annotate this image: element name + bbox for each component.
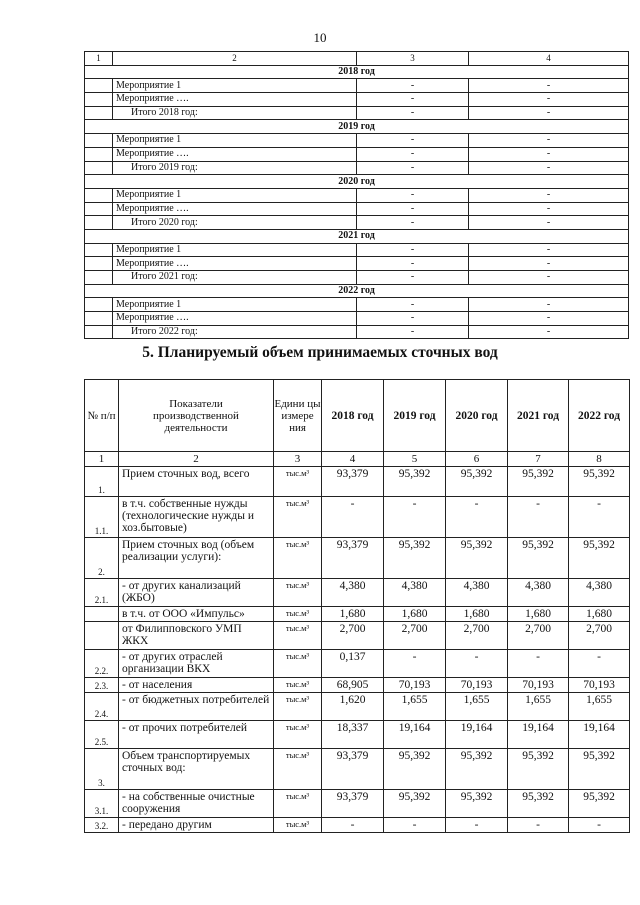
value-cell: 1,655 xyxy=(384,693,446,721)
unit-cell: тыс.м³ xyxy=(274,818,322,833)
table-row xyxy=(85,161,629,175)
value-cell: 95,392 xyxy=(508,538,569,579)
value-cell: 95,392 xyxy=(446,538,508,579)
column-number: 1 xyxy=(85,452,119,467)
value-cell: - xyxy=(322,818,384,833)
activity-name: Мероприятие 1 xyxy=(113,298,357,312)
header-year: 2021 год xyxy=(508,380,569,452)
value-cell: 95,392 xyxy=(446,749,508,790)
value-cell: - xyxy=(469,216,629,230)
value-cell: - xyxy=(469,243,629,257)
value-cell: - xyxy=(384,497,446,538)
table-row xyxy=(85,106,629,120)
value-cell: - xyxy=(357,134,469,148)
column-number: 3 xyxy=(274,452,322,467)
value-cell: - xyxy=(384,650,446,678)
value-cell: 1,680 xyxy=(569,607,630,622)
value-cell: - xyxy=(508,497,569,538)
value-cell: 1,680 xyxy=(384,607,446,622)
table-row xyxy=(85,298,629,312)
value-cell: 0,137 xyxy=(322,650,384,678)
header-indicator: Показатели производственной деятельности xyxy=(119,380,274,452)
row-number-cell xyxy=(85,298,113,312)
unit-cell: тыс.м³ xyxy=(274,678,322,693)
value-cell: 2,700 xyxy=(322,622,384,650)
table-row xyxy=(85,243,629,257)
table-row xyxy=(85,818,630,833)
row-number: 1. xyxy=(85,467,119,497)
value-cell: 4,380 xyxy=(322,579,384,607)
table-row xyxy=(85,538,630,579)
value-cell: - xyxy=(357,257,469,271)
section-title: 5. Планируемый объем принимаемых сточных вод xyxy=(142,344,498,361)
table-row xyxy=(85,147,629,161)
row-number-cell xyxy=(85,243,113,257)
indicator-name: Прием сточных вод (объем реализации услуги): xyxy=(119,538,274,579)
value-cell: - xyxy=(357,106,469,120)
value-cell: 95,392 xyxy=(508,790,569,818)
row-number-cell xyxy=(85,161,113,175)
value-cell: 68,905 xyxy=(322,678,384,693)
row-number-cell xyxy=(85,271,113,285)
value-cell: - xyxy=(357,188,469,202)
column-number: 5 xyxy=(384,452,446,467)
value-cell: - xyxy=(569,650,630,678)
value-cell: 19,164 xyxy=(569,721,630,749)
row-number-cell xyxy=(85,93,113,107)
value-cell: - xyxy=(357,161,469,175)
value-cell: - xyxy=(569,497,630,538)
activity-name: Мероприятие …. xyxy=(113,257,357,271)
value-cell: 19,164 xyxy=(508,721,569,749)
value-cell: - xyxy=(357,93,469,107)
table-row xyxy=(85,497,630,538)
table-row xyxy=(85,134,629,148)
indicator-name: - от населения xyxy=(119,678,274,693)
year-label: 2022 год xyxy=(85,284,629,298)
activity-name: Мероприятие …. xyxy=(113,202,357,216)
indicator-name: - на собственные очистные сооружения xyxy=(119,790,274,818)
value-cell: - xyxy=(469,93,629,107)
header-year: 2018 год xyxy=(322,380,384,452)
unit-cell: тыс.м³ xyxy=(274,650,322,678)
row-number: 3.2. xyxy=(85,818,119,833)
value-cell: - xyxy=(469,147,629,161)
value-cell: 95,392 xyxy=(569,749,630,790)
value-cell: 1,680 xyxy=(508,607,569,622)
table-row xyxy=(85,271,629,285)
activity-name: Мероприятие 1 xyxy=(113,134,357,148)
value-cell: 93,379 xyxy=(322,749,384,790)
table-row xyxy=(85,721,630,749)
value-cell: 95,392 xyxy=(508,467,569,497)
value-cell: - xyxy=(469,188,629,202)
value-cell: 4,380 xyxy=(384,579,446,607)
unit-cell: тыс.м³ xyxy=(274,579,322,607)
value-cell: - xyxy=(322,497,384,538)
table-row xyxy=(85,325,629,339)
value-cell: - xyxy=(469,257,629,271)
unit-cell: тыс.м³ xyxy=(274,721,322,749)
value-cell: 95,392 xyxy=(569,538,630,579)
unit-cell: тыс.м³ xyxy=(274,749,322,790)
row-number-cell xyxy=(85,188,113,202)
unit-cell: тыс.м³ xyxy=(274,693,322,721)
row-number-cell xyxy=(85,216,113,230)
table-row xyxy=(85,607,630,622)
value-cell: 95,392 xyxy=(384,749,446,790)
year-label: 2018 год xyxy=(85,65,629,79)
activity-name: Мероприятие …. xyxy=(113,312,357,326)
indicator-name: в т.ч. собственные нужды (технологические нужды и хоз.бытовые) xyxy=(119,497,274,538)
table-row xyxy=(85,216,629,230)
value-cell: - xyxy=(469,106,629,120)
column-number: 3 xyxy=(357,52,469,66)
value-cell: - xyxy=(446,650,508,678)
table-row xyxy=(85,693,630,721)
value-cell: - xyxy=(357,312,469,326)
header-no: № п/п xyxy=(85,380,119,452)
value-cell: - xyxy=(508,650,569,678)
indicator-name: Объем транспортируемых сточных вод: xyxy=(119,749,274,790)
value-cell: - xyxy=(384,818,446,833)
column-number: 8 xyxy=(569,452,630,467)
value-cell: - xyxy=(357,216,469,230)
table-row xyxy=(85,678,630,693)
table-row xyxy=(85,650,630,678)
value-cell: 2,700 xyxy=(508,622,569,650)
row-number xyxy=(85,607,119,622)
value-cell: 1,655 xyxy=(446,693,508,721)
year-label: 2019 год xyxy=(85,120,629,134)
value-cell: - xyxy=(446,497,508,538)
value-cell: 70,193 xyxy=(508,678,569,693)
column-number-row xyxy=(85,452,630,467)
column-number: 4 xyxy=(322,452,384,467)
indicator-name: от Филипповского УМП ЖКХ xyxy=(119,622,274,650)
column-number: 7 xyxy=(508,452,569,467)
table-row xyxy=(85,467,630,497)
value-cell: 95,392 xyxy=(569,790,630,818)
value-cell: 95,392 xyxy=(446,467,508,497)
value-cell: - xyxy=(469,312,629,326)
value-cell: 95,392 xyxy=(446,790,508,818)
header-year: 2020 год xyxy=(446,380,508,452)
value-cell: 19,164 xyxy=(384,721,446,749)
value-cell: - xyxy=(357,298,469,312)
indicator-name: в т.ч. от ООО «Импульс» xyxy=(119,607,274,622)
value-cell: - xyxy=(569,818,630,833)
activity-name: Итого 2022 год: xyxy=(113,325,357,339)
value-cell: 93,379 xyxy=(322,538,384,579)
value-cell: - xyxy=(469,79,629,93)
value-cell: 93,379 xyxy=(322,467,384,497)
column-number: 2 xyxy=(119,452,274,467)
table-row xyxy=(85,749,630,790)
year-section-row xyxy=(85,284,629,298)
table-row xyxy=(85,202,629,216)
activity-name: Мероприятие 1 xyxy=(113,243,357,257)
value-cell: 4,380 xyxy=(508,579,569,607)
table-header-row xyxy=(85,380,630,452)
value-cell: 4,380 xyxy=(569,579,630,607)
year-section-row xyxy=(85,229,629,243)
row-number: 2.3. xyxy=(85,678,119,693)
activity-name: Итого 2020 год: xyxy=(113,216,357,230)
activities-table xyxy=(84,51,629,339)
table-row xyxy=(85,188,629,202)
row-number-cell xyxy=(85,106,113,120)
value-cell: 70,193 xyxy=(446,678,508,693)
row-number: 2.1. xyxy=(85,579,119,607)
row-number xyxy=(85,622,119,650)
row-number: 3.1. xyxy=(85,790,119,818)
header-year: 2019 год xyxy=(384,380,446,452)
value-cell: - xyxy=(446,818,508,833)
value-cell: 95,392 xyxy=(384,538,446,579)
table-row xyxy=(85,257,629,271)
column-number: 4 xyxy=(469,52,629,66)
indicator-name: - передано другим xyxy=(119,818,274,833)
value-cell: 70,193 xyxy=(569,678,630,693)
row-number: 3. xyxy=(85,749,119,790)
value-cell: 2,700 xyxy=(446,622,508,650)
value-cell: - xyxy=(508,818,569,833)
value-cell: 18,337 xyxy=(322,721,384,749)
value-cell: 1,680 xyxy=(322,607,384,622)
row-number-cell xyxy=(85,325,113,339)
value-cell: 1,620 xyxy=(322,693,384,721)
activity-name: Мероприятие 1 xyxy=(113,188,357,202)
unit-cell: тыс.м³ xyxy=(274,538,322,579)
unit-cell: тыс.м³ xyxy=(274,790,322,818)
value-cell: 95,392 xyxy=(569,467,630,497)
table-row xyxy=(85,622,630,650)
indicator-name: - от бюджетных потребителей xyxy=(119,693,274,721)
indicator-name: - от прочих потребителей xyxy=(119,721,274,749)
value-cell: 19,164 xyxy=(446,721,508,749)
table-row xyxy=(85,312,629,326)
value-cell: - xyxy=(357,243,469,257)
table-row xyxy=(85,790,630,818)
unit-cell: тыс.м³ xyxy=(274,607,322,622)
row-number-cell xyxy=(85,312,113,326)
row-number: 1.1. xyxy=(85,497,119,538)
activity-name: Мероприятие 1 xyxy=(113,79,357,93)
row-number: 2.5. xyxy=(85,721,119,749)
year-label: 2021 год xyxy=(85,229,629,243)
activity-name: Итого 2018 год: xyxy=(113,106,357,120)
value-cell: - xyxy=(469,161,629,175)
row-number: 2. xyxy=(85,538,119,579)
value-cell: 95,392 xyxy=(508,749,569,790)
year-section-row xyxy=(85,175,629,189)
activity-name: Мероприятие …. xyxy=(113,93,357,107)
header-unit: Едини цы измере ния xyxy=(274,380,322,452)
row-number-cell xyxy=(85,79,113,93)
indicator-name: Прием сточных вод, всего xyxy=(119,467,274,497)
header-year: 2022 год xyxy=(569,380,630,452)
column-number: 6 xyxy=(446,452,508,467)
activity-name: Итого 2021 год: xyxy=(113,271,357,285)
table-row xyxy=(85,579,630,607)
value-cell: 95,392 xyxy=(384,467,446,497)
page-number: 10 xyxy=(313,30,327,45)
value-cell: - xyxy=(469,298,629,312)
value-cell: - xyxy=(469,271,629,285)
unit-cell: тыс.м³ xyxy=(274,497,322,538)
value-cell: 95,392 xyxy=(384,790,446,818)
value-cell: 1,655 xyxy=(508,693,569,721)
activity-name: Мероприятие …. xyxy=(113,147,357,161)
table-header-row xyxy=(85,52,629,66)
row-number: 2.2. xyxy=(85,650,119,678)
row-number-cell xyxy=(85,257,113,271)
value-cell: - xyxy=(357,202,469,216)
value-cell: - xyxy=(357,325,469,339)
value-cell: - xyxy=(469,202,629,216)
value-cell: 4,380 xyxy=(446,579,508,607)
year-section-row xyxy=(85,120,629,134)
value-cell: - xyxy=(469,134,629,148)
row-number-cell xyxy=(85,147,113,161)
column-number: 2 xyxy=(113,52,357,66)
unit-cell: тыс.м³ xyxy=(274,467,322,497)
year-label: 2020 год xyxy=(85,175,629,189)
value-cell: - xyxy=(357,147,469,161)
activity-name: Итого 2019 год: xyxy=(113,161,357,175)
value-cell: 2,700 xyxy=(384,622,446,650)
row-number-cell xyxy=(85,134,113,148)
value-cell: - xyxy=(357,271,469,285)
value-cell: - xyxy=(357,79,469,93)
indicator-name: - от других отраслей организации ВКХ xyxy=(119,650,274,678)
value-cell: 2,700 xyxy=(569,622,630,650)
value-cell: 1,655 xyxy=(569,693,630,721)
indicator-name: - от других канализаций (ЖБО) xyxy=(119,579,274,607)
value-cell: 1,680 xyxy=(446,607,508,622)
table-row xyxy=(85,93,629,107)
value-cell: 93,379 xyxy=(322,790,384,818)
year-section-row xyxy=(85,65,629,79)
row-number-cell xyxy=(85,202,113,216)
value-cell: 70,193 xyxy=(384,678,446,693)
value-cell: - xyxy=(469,325,629,339)
unit-cell: тыс.м³ xyxy=(274,622,322,650)
row-number: 2.4. xyxy=(85,693,119,721)
wastewater-volume-table xyxy=(84,379,630,833)
column-number: 1 xyxy=(85,52,113,66)
table-row xyxy=(85,79,629,93)
